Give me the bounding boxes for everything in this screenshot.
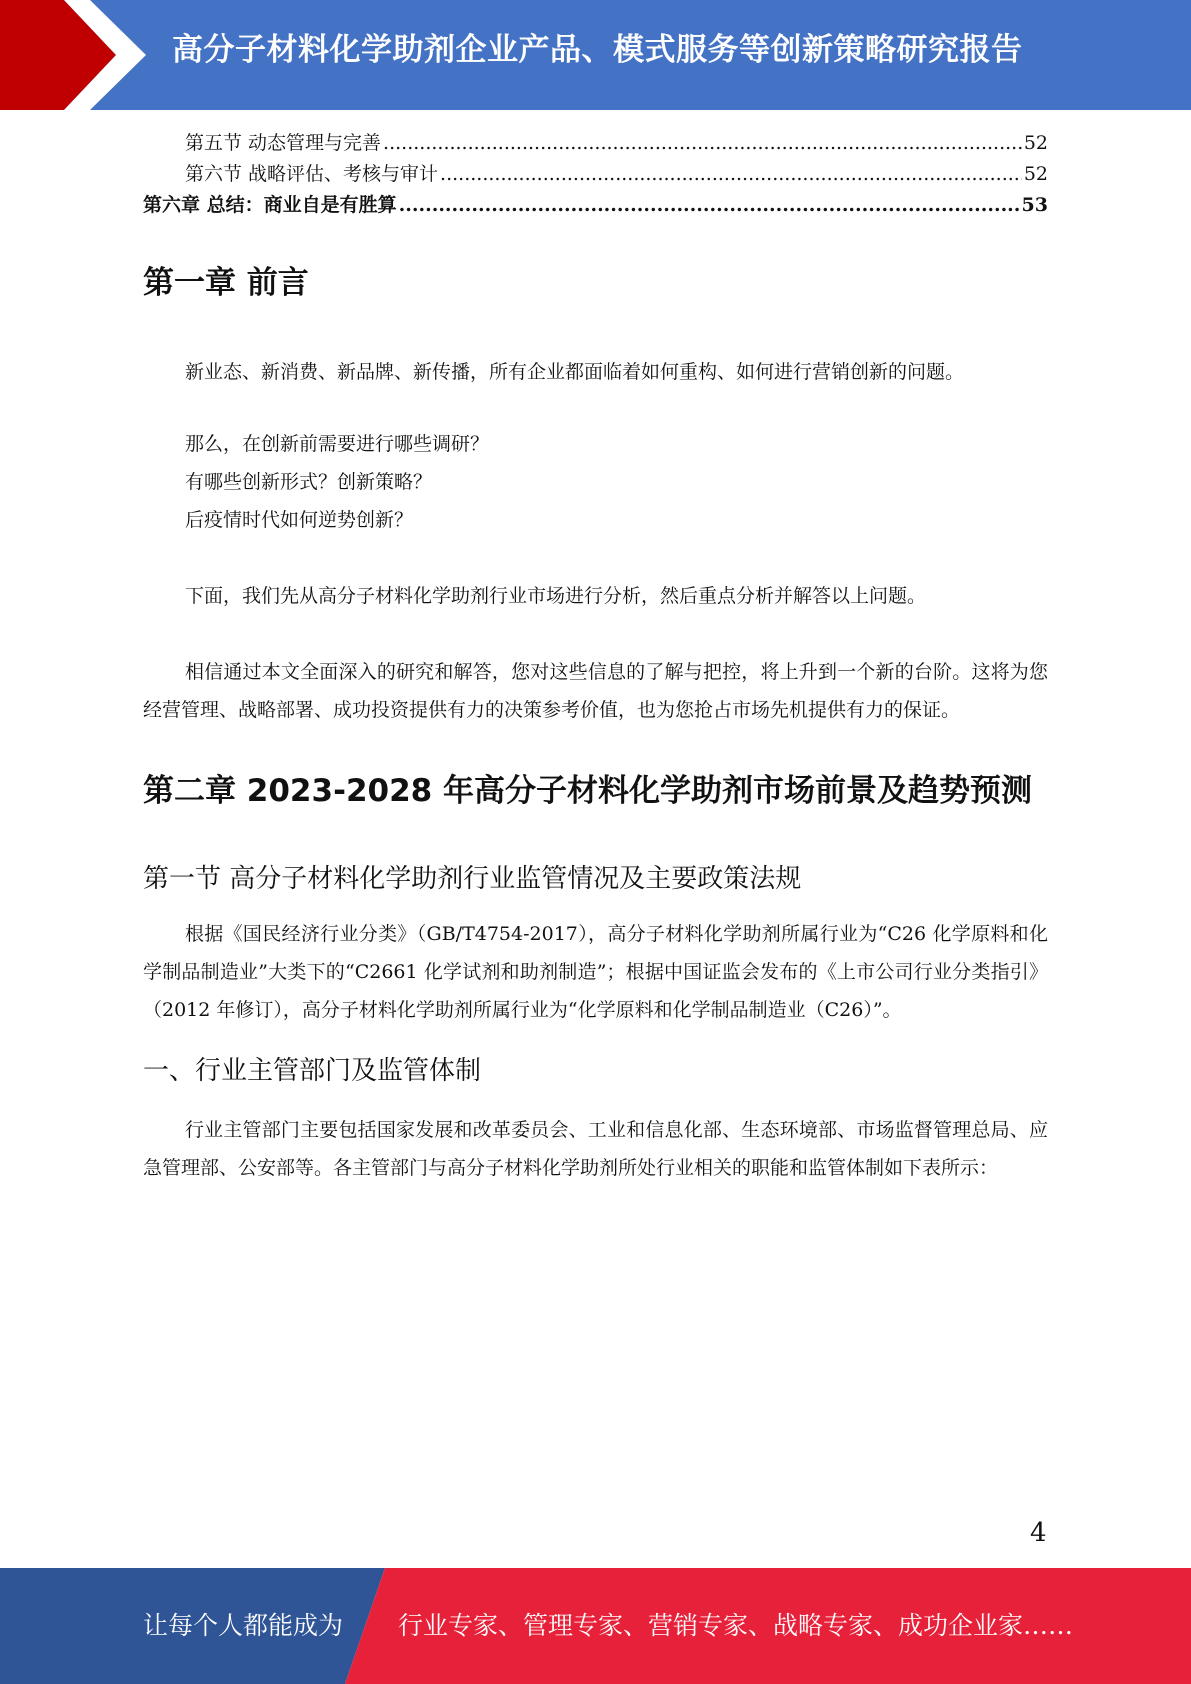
footer-banner bbox=[0, 1568, 1191, 1684]
footer-slogan-right: 行业专家、管理专家、营销专家、战略专家、成功企业家…… bbox=[398, 1611, 1074, 1640]
toc-entry-page: 52 bbox=[1023, 163, 1048, 185]
footer-slogan-left: 让每个人都能成为 bbox=[143, 1611, 344, 1640]
question-list bbox=[143, 425, 1048, 539]
chapter-1-paragraph: 相信通过本文全面深入的研究和解答，您对这些信息的了解与把控，将上升到一个新的台阶。这将为您经营管理、战略部署、成功投资提供有力的决策参考价值，也为您抢占市场先机提供有力的保证。 bbox=[143, 661, 1048, 721]
chapter-1-paragraph: 下面，我们先从高分子材料化学助剂行业市场进行分析，然后重点分析并解答以上问题。 bbox=[185, 585, 927, 607]
toc-entry[interactable] bbox=[143, 190, 1048, 221]
toc-leader-dots bbox=[399, 190, 1020, 221]
chapter-1-paragraph: 新业态、新消费、新品牌、新传播，所有企业都面临着如何重构、如何进行营销创新的问题。 bbox=[185, 361, 965, 383]
toc-entry-page: 53 bbox=[1021, 194, 1048, 216]
toc-entry-page: 52 bbox=[1023, 132, 1048, 154]
page-content bbox=[143, 128, 1048, 1187]
toc-leader-dots bbox=[383, 128, 1022, 159]
section-1-heading: 第一节 高分子材料化学助剂行业监管情况及主要政策法规 bbox=[143, 864, 802, 894]
subsection-1-heading: 一、行业主管部门及监管体制 bbox=[143, 1056, 482, 1086]
toc-leader-dots bbox=[440, 159, 1022, 190]
toc-entry-label: 第五节 动态管理与完善 bbox=[185, 132, 382, 154]
section-1-paragraph: 根据《国民经济行业分类》（GB/T4754-2017），高分子材料化学助剂所属行业为“C26 化学原料和化学制品制造业”大类下的“C2661 化学试剂和助剂制造”；根据中国证监会发布的《上市公司行业分类指引》（2012 年修订），高分子材料化学助剂所属行业为“化学原料和化学制品制造业（C26）”。 bbox=[143, 923, 1048, 1021]
toc-entry[interactable] bbox=[143, 159, 1048, 190]
report-title: 高分子材料化学助剂企业产品、模式服务等创新策略研究报告 bbox=[172, 32, 1023, 68]
chapter-1-heading: 第一章 前言 bbox=[143, 265, 309, 301]
header-banner bbox=[0, 0, 1191, 110]
header-arrow-decoration bbox=[0, 0, 150, 110]
question-item: 后疫情时代如何逆势创新？ bbox=[185, 509, 414, 531]
page-number: 4 bbox=[1030, 1518, 1047, 1548]
chapter-2-heading: 第二章 2023-2028 年高分子材料化学助剂市场前景及趋势预测 bbox=[143, 773, 1033, 809]
toc-entry-label: 第六章 总结：商业自是有胜算 bbox=[143, 194, 397, 216]
table-of-contents bbox=[143, 128, 1048, 221]
question-item: 有哪些创新形式？创新策略？ bbox=[185, 471, 433, 493]
toc-entry-label: 第六节 战略评估、考核与审计 bbox=[185, 163, 439, 185]
toc-entry[interactable] bbox=[143, 128, 1048, 159]
subsection-1-paragraph: 行业主管部门主要包括国家发展和改革委员会、工业和信息化部、生态环境部、市场监督管理总局、应急管理部、公安部等。各主管部门与高分子材料化学助剂所处行业相关的职能和监管体制如下表所示： bbox=[143, 1119, 1048, 1179]
question-item: 那么，在创新前需要进行哪些调研？ bbox=[185, 433, 490, 455]
